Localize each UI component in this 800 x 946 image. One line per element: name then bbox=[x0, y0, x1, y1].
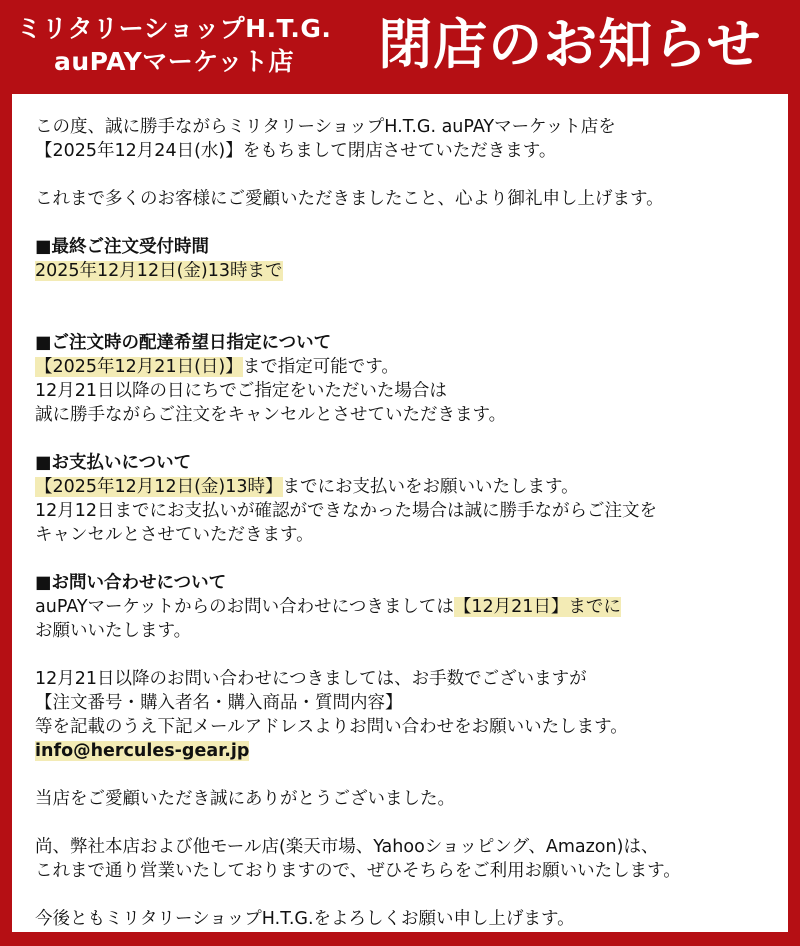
shop-name bbox=[14, 12, 334, 78]
delivery-line2: 12月21日以降の日にちでご指定をいただいた場合は bbox=[35, 381, 447, 401]
payment-line1-rest: までにお支払いをお願いいたします。 bbox=[282, 477, 579, 497]
closing-line3: これまで通り営業いたしておりますので、ぜひそちらをご利用お願いいたします。 bbox=[35, 861, 681, 881]
payment-heading: ■お支払いについて bbox=[35, 453, 192, 473]
inquiry-highlight: 【12月21日】までに bbox=[453, 597, 621, 617]
notice-body bbox=[35, 115, 780, 931]
order-deadline-value: 2025年12月12日(金)13時まで bbox=[35, 261, 283, 281]
payment-line3: キャンセルとさせていただきます。 bbox=[35, 525, 314, 545]
delivery-line3: 誠に勝手ながらご注文をキャンセルとさせていただきます。 bbox=[35, 405, 507, 425]
payment-highlight: 【2025年12月12日(金)13時】 bbox=[35, 477, 283, 497]
delivery-line1-rest: まで指定可能です。 bbox=[242, 357, 399, 377]
closing-line2: 尚、弊社本店および他モール店(楽天市場、Yahooショッピング、Amazon)は、 bbox=[35, 837, 659, 857]
inquiry-line1-pre: auPAYマーケットからのお問い合わせにつきましては bbox=[35, 597, 454, 617]
inquiry-line2: お願いいたします。 bbox=[35, 621, 192, 641]
page-title: 閉店のお知らせ bbox=[378, 13, 762, 76]
order-deadline-heading: ■最終ご注文受付時間 bbox=[35, 237, 210, 257]
email-link[interactable]: info@hercules-gear.jp bbox=[35, 741, 250, 761]
inquiry-line3: 12月21日以降のお問い合わせにつきましては、お手数でございますが bbox=[35, 669, 587, 689]
intro-line3: これまで多くのお客様にご愛顧いただきましたこと、心より御礼申し上げます。 bbox=[35, 189, 664, 209]
delivery-highlight: 【2025年12月21日(日)】 bbox=[35, 357, 243, 377]
header bbox=[0, 0, 800, 92]
delivery-heading: ■ご注文時の配達希望日指定について bbox=[35, 333, 332, 353]
payment-line2: 12月12日までにお支払いが確認ができなかった場合は誠に勝手ながらご注文を bbox=[35, 501, 658, 521]
shop-name-line1: ミリタリーショップH.T.G. bbox=[16, 14, 332, 43]
inquiry-heading: ■お問い合わせについて bbox=[35, 573, 227, 593]
inquiry-line5: 等を記載のうえ下記メールアドレスよりお問い合わせをお願いいたします。 bbox=[35, 717, 628, 737]
intro-line1: この度、誠に勝手ながらミリタリーショップH.T.G. auPAYマーケット店を bbox=[35, 117, 616, 137]
inquiry-line4: 【注文番号・購入者名・購入商品・質問内容】 bbox=[35, 693, 403, 713]
shop-name-line2: auPAYマーケット店 bbox=[53, 47, 294, 76]
closing-line4: 今後ともミリタリーショップH.T.G.をよろしくお願い申し上げます。 bbox=[35, 909, 575, 929]
intro-line2: 【2025年12月24日(水)】をもちまして閉店させていただきます。 bbox=[35, 141, 557, 161]
closing-line1: 当店をご愛顧いただき誠にありがとうございました。 bbox=[35, 789, 455, 809]
notice-panel bbox=[12, 94, 788, 932]
